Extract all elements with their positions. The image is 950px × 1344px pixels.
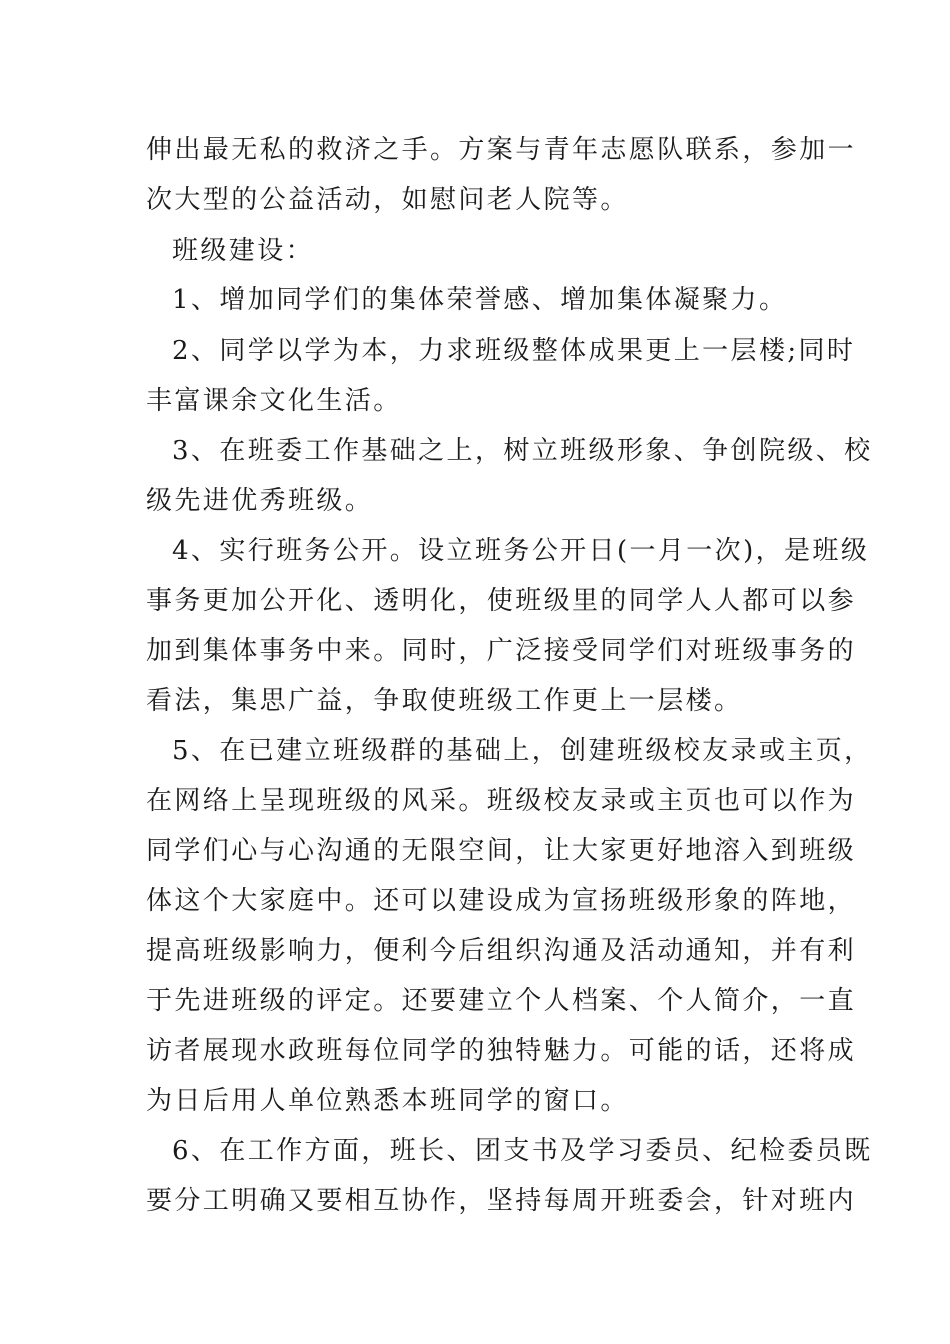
text-line: 访者展现水政班每位同学的独特魅力。可能的话，还将成 [146,1036,857,1066]
text-line: 为日后用人单位熟悉本班同学的窗口。 [146,1086,629,1116]
section-heading: 班级建设： [172,236,315,266]
text-line: 看法，集思广益，争取使班级工作更上一层楼。 [146,686,743,716]
text-line: 在网络上呈现班级的风采。班级校友录或主页也可以作为 [146,786,857,816]
text-line: 提高班级影响力，便利今后组织沟通及活动通知，并有利 [146,936,857,966]
text-line: 1、增加同学们的集体荣誉感、增加集体凝聚力。 [172,285,788,315]
text-line: 级先进优秀班级。 [146,486,374,516]
text-line: 5、在已建立班级群的基础上，创建班级校友录或主页， [172,736,873,766]
text-line: 加到集体事务中来。同时，广泛接受同学们对班级事务的 [146,636,857,666]
text-line: 要分工明确又要相互协作，坚持每周开班委会，针对班内 [146,1186,857,1216]
text-line: 于先进班级的评定。还要建立个人档案、个人简介，一直 [146,986,857,1016]
text-line: 同学们心与心沟通的无限空间，让大家更好地溶入到班级 [146,836,857,866]
text-line: 次大型的公益活动，如慰问老人院等。 [146,185,629,215]
text-line: 6、在工作方面，班长、团支书及学习委员、纪检委员既 [172,1136,873,1166]
text-line: 伸出最无私的救济之手。方案与青年志愿队联系，参加一 [146,135,857,165]
text-line: 4、实行班务公开。设立班务公开日(一月一次)，是班级 [172,536,870,566]
text-line: 2、同学以学为本，力求班级整体成果更上一层楼;同时 [172,336,856,366]
text-line: 3、在班委工作基础之上，树立班级形象、争创院级、校 [172,436,873,466]
text-line: 丰富课余文化生活。 [146,386,402,416]
text-line: 体这个大家庭中。还可以建设成为宣扬班级形象的阵地， [146,886,857,916]
text-line: 事务更加公开化、透明化，使班级里的同学人人都可以参 [146,586,857,616]
